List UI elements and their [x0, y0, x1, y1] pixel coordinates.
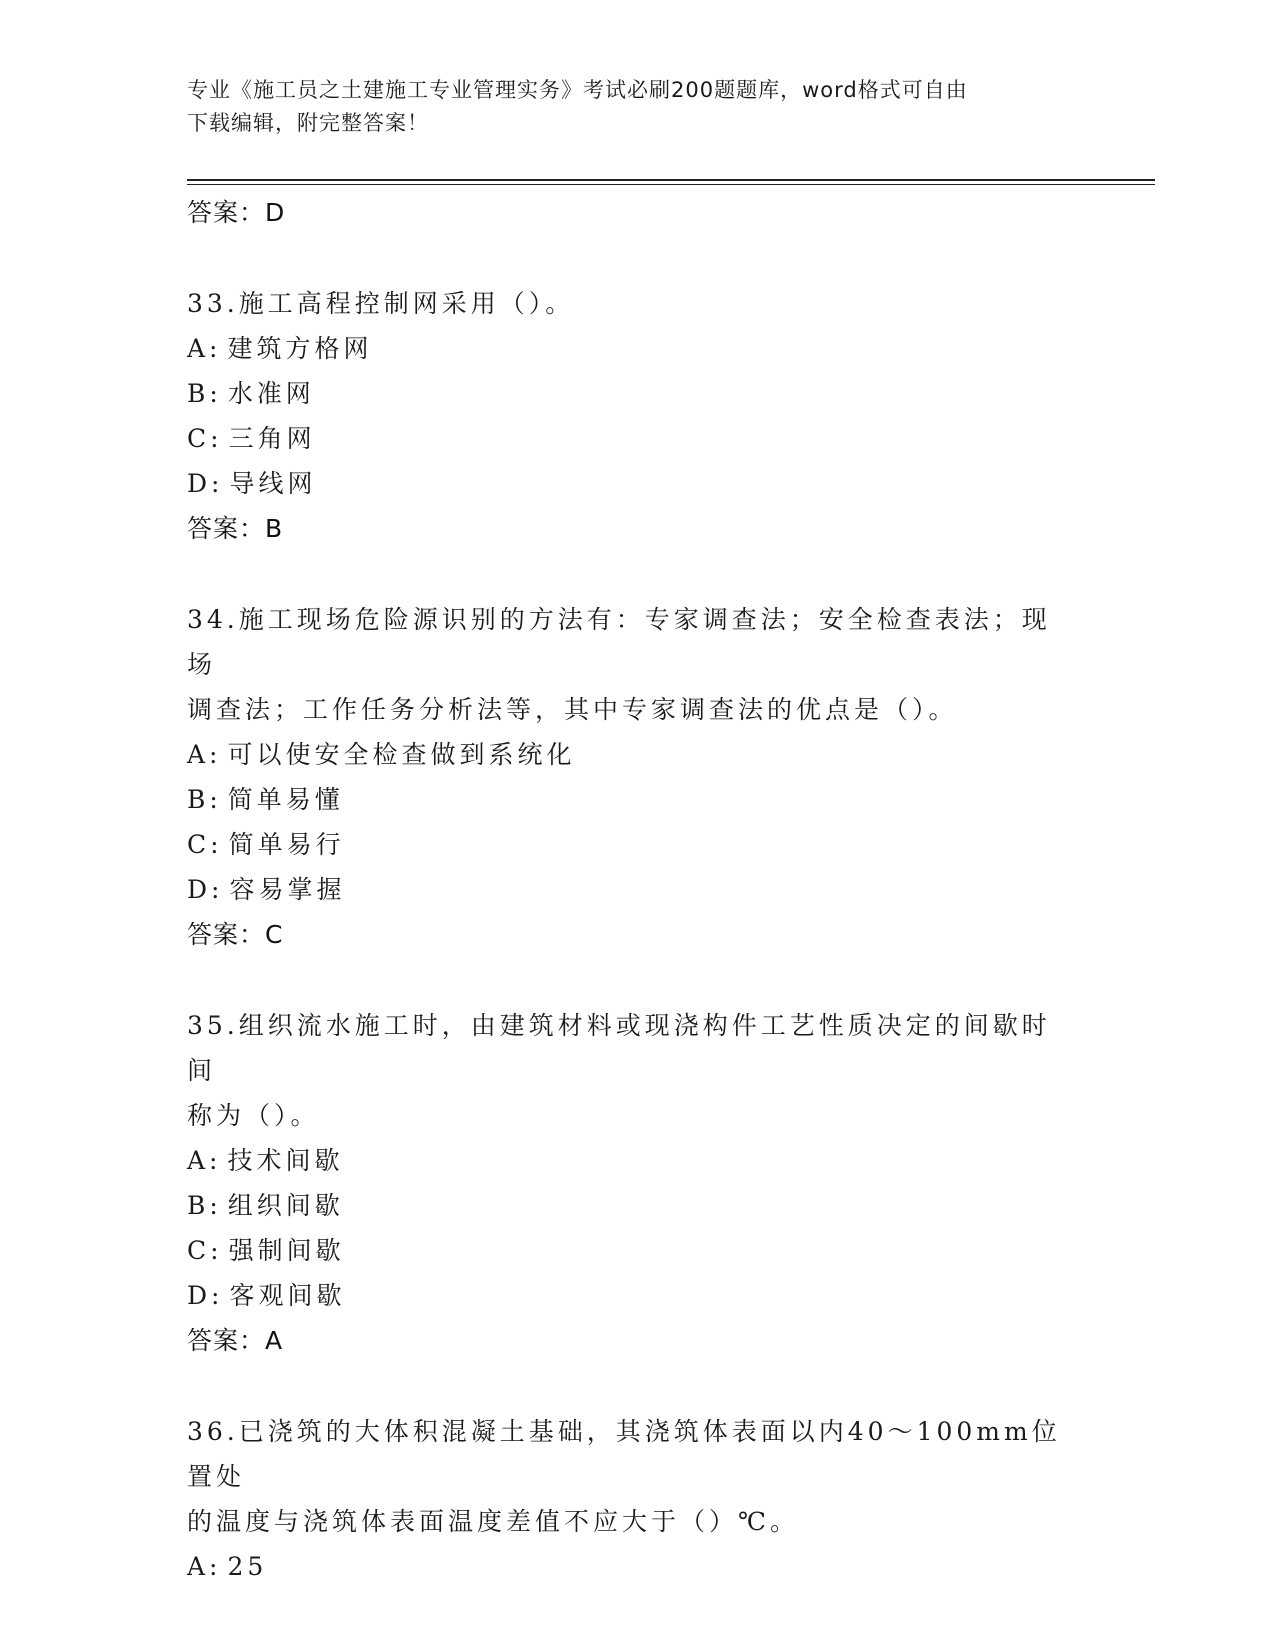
option-b — [187, 777, 1087, 822]
header-rule-thin — [187, 184, 1155, 185]
option-d — [187, 867, 1087, 912]
answer-line: 答案：B — [187, 514, 284, 543]
question-block — [187, 1003, 1087, 1364]
question-stem-continued: 调查法；工作任务分析法等，其中专家调查法的优点是（）。 — [187, 695, 958, 724]
option-letter: D: — [187, 1281, 224, 1310]
question-block — [187, 1409, 1087, 1589]
option-c — [187, 1228, 1087, 1273]
option-letter: C: — [187, 830, 223, 859]
option-d — [187, 1273, 1087, 1318]
option-letter: A: — [187, 1146, 222, 1175]
question-stem: 35.组织流水施工时，由建筑材料或现浇构件工艺性质决定的间歇时间 — [187, 1011, 1051, 1085]
spacer — [187, 1364, 1087, 1409]
option-text: 简单易行 — [228, 830, 345, 859]
option-letter: B: — [187, 379, 222, 408]
question-stem-continued: 的温度与浇筑体表面温度差值不应大于（）℃。 — [187, 1507, 799, 1536]
answer-line: 答案：C — [187, 920, 284, 949]
option-a — [187, 1138, 1087, 1183]
option-letter: A: — [187, 740, 222, 769]
document-body — [187, 190, 1087, 1589]
spacer — [187, 236, 1087, 281]
option-c — [187, 822, 1087, 867]
header-rule-thick — [187, 179, 1155, 181]
option-a — [187, 326, 1087, 371]
option-text: 简单易懂 — [227, 785, 344, 814]
document-header — [187, 74, 1067, 140]
option-text: 强制间歇 — [228, 1236, 345, 1265]
header-line-1: 专业《施工员之土建施工专业管理实务》考试必刷200题题库，word格式可自由 — [187, 78, 968, 102]
option-a — [187, 732, 1087, 777]
answer-line: 答案：A — [187, 1326, 284, 1355]
option-text: 导线网 — [229, 469, 317, 498]
option-letter: A: — [187, 1552, 222, 1581]
option-letter: B: — [187, 1191, 222, 1220]
question-stem-continued: 称为（）。 — [187, 1101, 320, 1130]
option-text: 水准网 — [227, 379, 315, 408]
option-letter: C: — [187, 1236, 223, 1265]
question-block — [187, 281, 1087, 552]
question-stem: 34.施工现场危险源识别的方法有：专家调查法；安全检查表法；现场 — [187, 605, 1051, 679]
option-d — [187, 461, 1087, 506]
question-stem: 36.已浇筑的大体积混凝土基础，其浇筑体表面以内40～100mm位置处 — [187, 1417, 1061, 1491]
spacer — [187, 552, 1087, 597]
option-b — [187, 1183, 1087, 1228]
option-text: 客观间歇 — [229, 1281, 346, 1310]
header-line-2: 下载编辑，附完整答案！ — [187, 111, 429, 135]
option-text: 建筑方格网 — [227, 334, 373, 363]
option-text: 25 — [227, 1552, 268, 1581]
option-b — [187, 371, 1087, 416]
option-c — [187, 416, 1087, 461]
option-text: 组织间歇 — [227, 1191, 344, 1220]
spacer — [187, 958, 1087, 1003]
question-stem: 33.施工高程控制网采用（）。 — [187, 289, 575, 318]
option-letter: D: — [187, 469, 224, 498]
option-text: 三角网 — [228, 424, 316, 453]
option-text: 容易掌握 — [229, 875, 346, 904]
option-letter: A: — [187, 334, 222, 363]
option-text: 技术间歇 — [227, 1146, 344, 1175]
option-text: 可以使安全检查做到系统化 — [227, 740, 576, 769]
answer-line: 答案：D — [187, 198, 286, 227]
question-block — [187, 597, 1087, 958]
option-letter: C: — [187, 424, 223, 453]
option-letter: D: — [187, 875, 224, 904]
option-letter: B: — [187, 785, 222, 814]
option-a — [187, 1544, 1087, 1589]
